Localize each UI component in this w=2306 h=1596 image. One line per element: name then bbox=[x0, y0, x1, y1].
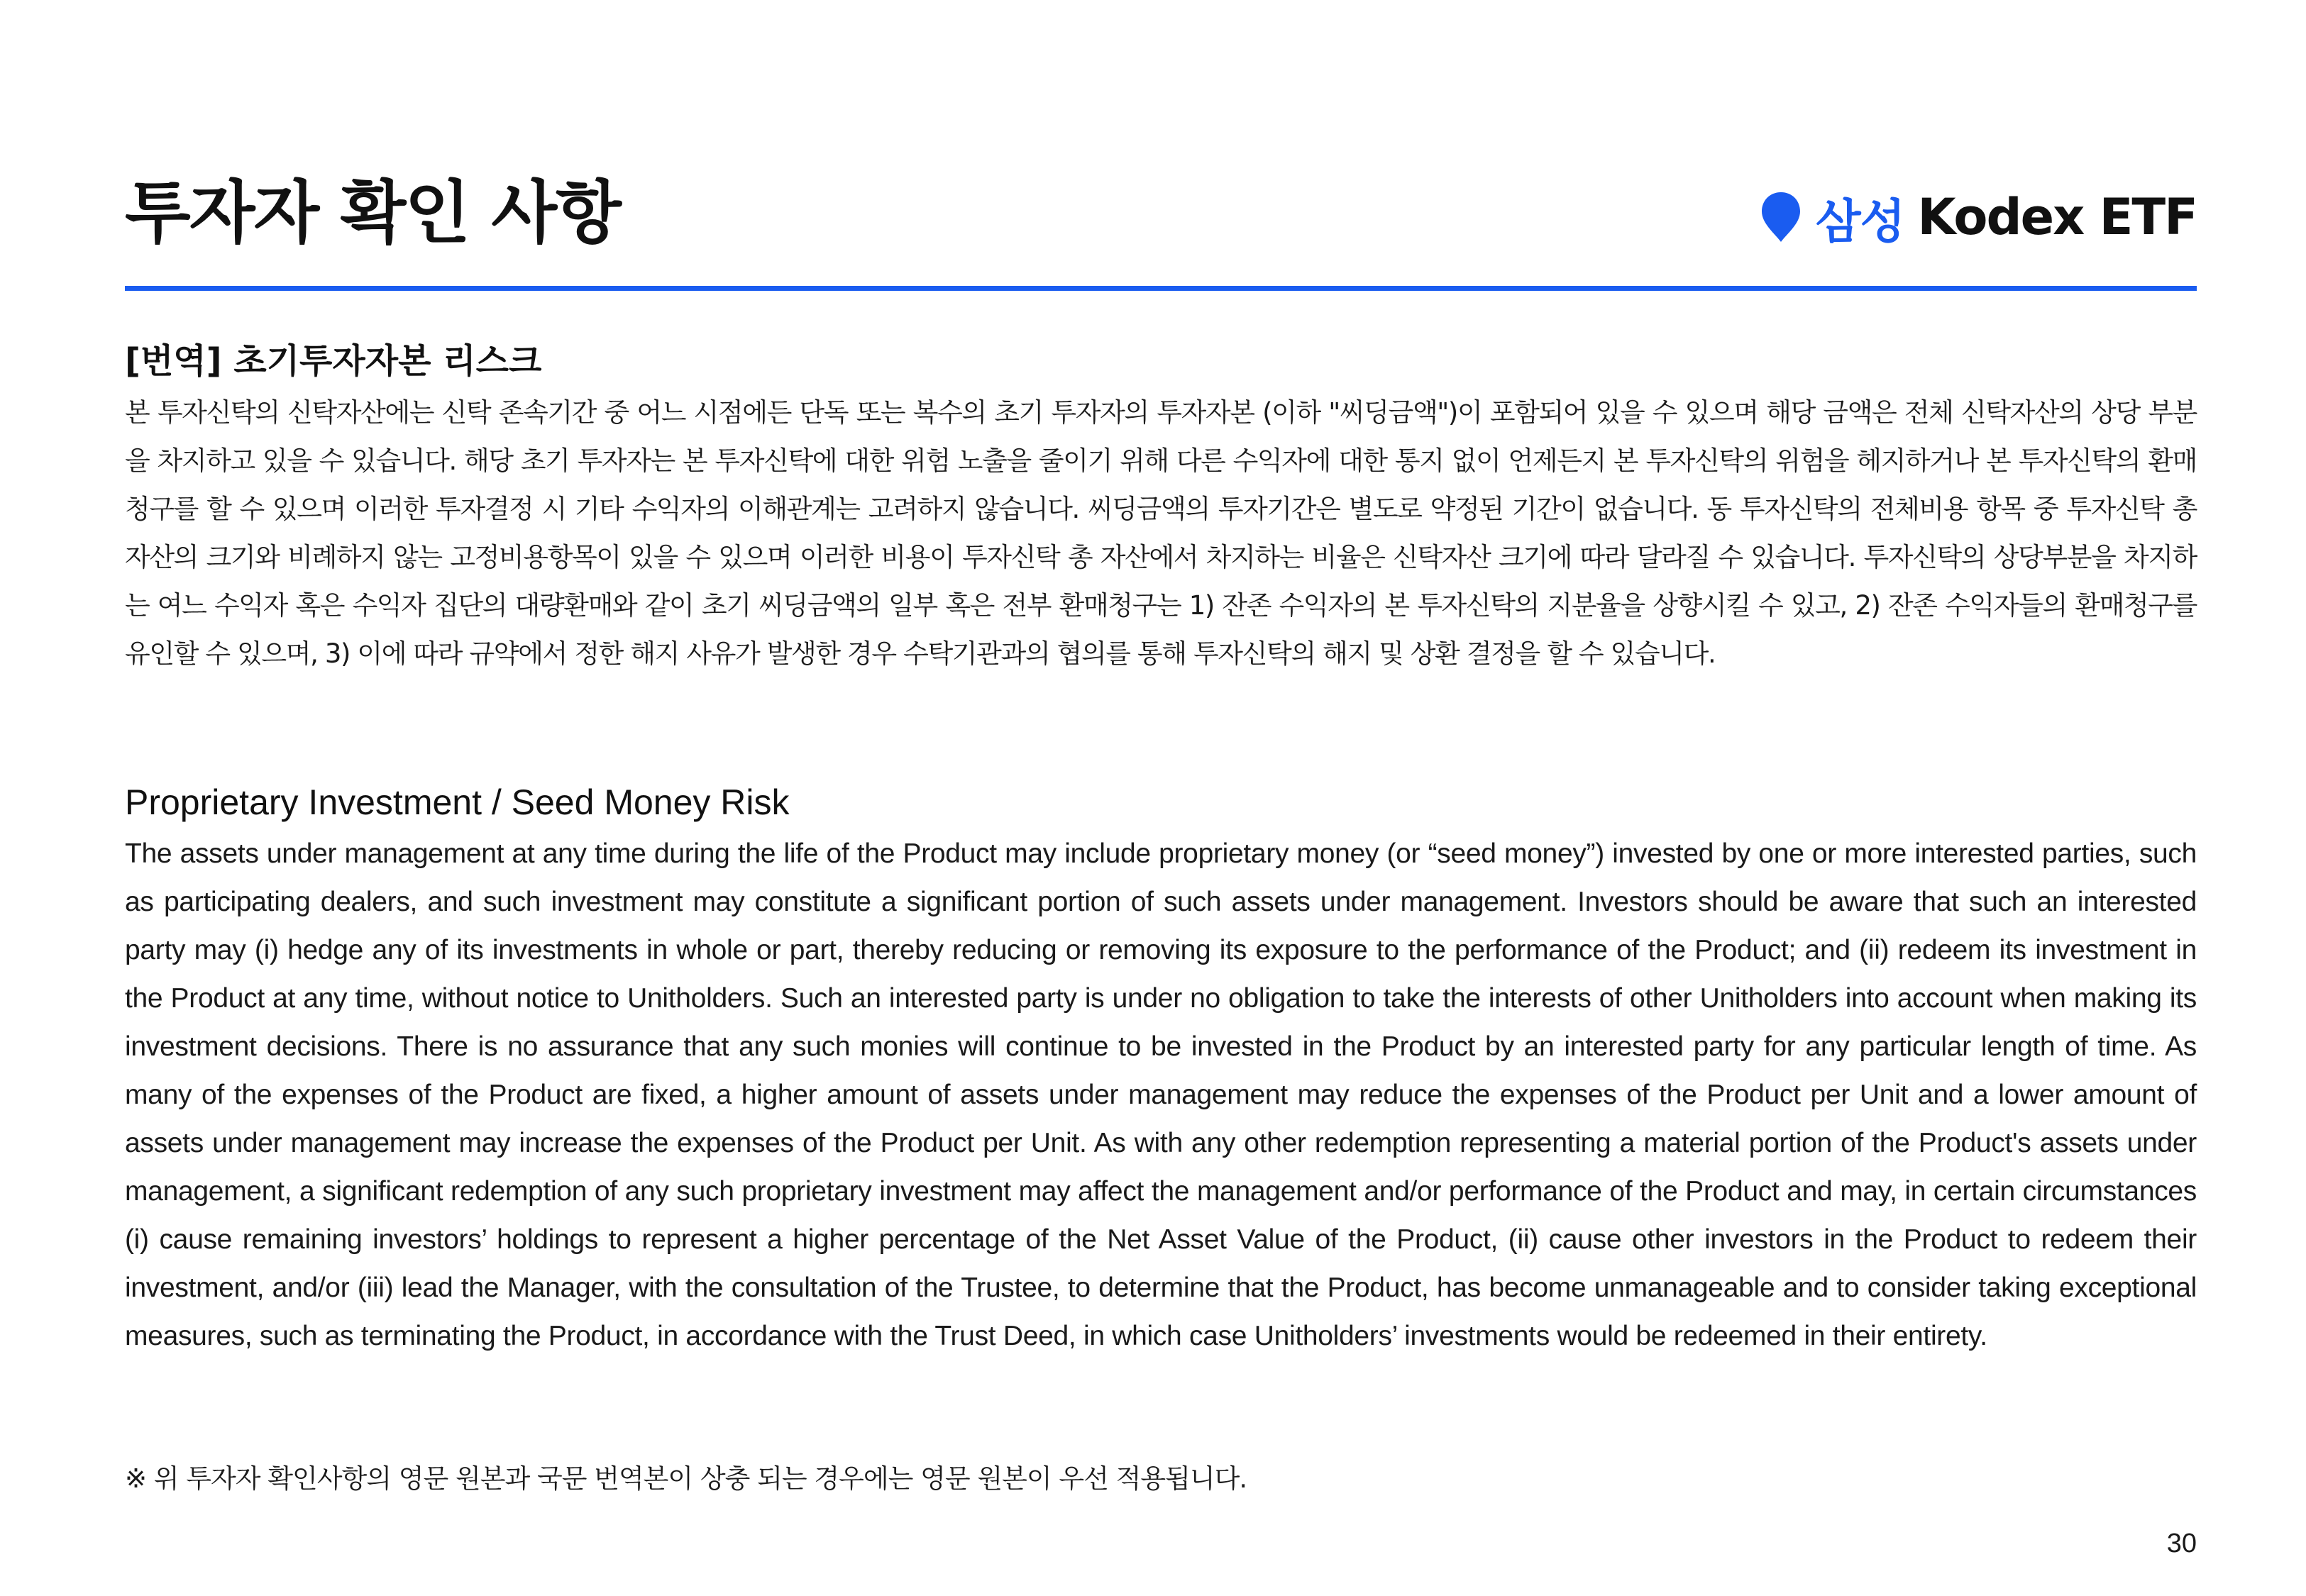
english-section bbox=[125, 780, 2197, 1361]
english-section-heading: Proprietary Investment / Seed Money Risk bbox=[125, 782, 790, 822]
korean-section-body: 본 투자신탁의 신탁자산에는 신탁 존속기간 중 어느 시점에든 단독 또는 복수의 초기 투자자의 투자자본 (이하 "씨딩금액")이 포함되어 있을 수 있으며 해당 금액은 전체 신탁자산의 상당 부분을 차지하고 있을 수 있습니다. 해당 초기 투자자는 본 투자신탁에 대한 위험 노출을 줄이기 위해 다른 수익자에 대한 통지 없이 언제든지 본 투자신탁의 위험을 헤지하거나 본 투자신탁의 환매청구를 할 수 있으며 이러한 투자결정 시 기타 수익자의 이해관계는 고려하지 않습니다. 씨딩금액의 투자기간은 별도로 약정된 기간이 없습니다. 동 투자신탁의 전체비용 항목 중 투자신탁 총 자산의 크기와 비례하지 않는 고정비용항목이 있을 수 있으며 이러한 비용이 투자신탁 총 자산에서 차지하는 비율은 신탁자산 크기에 따라 달라질 수 있습니다. 투자신탁의 상당부분을 차지하는 여느 수익자 혹은 수익자 집단의 대량환매와 같이 초기 씨딩금액의 일부 혹은 전부 환매청구는 1) 잔존 수익자의 본 투자신탁의 지분율을 상향시킬 수 있고, 2) 잔존 수익자들의 환매청구를 유인할 수 있으며, 3) 이에 따라 규약에서 정한 해지 사유가 발생한 경우 수탁기관과의 협의를 통해 투자신탁의 해지 및 상환 결정을 할 수 있습니다. bbox=[125, 397, 2197, 669]
korean-section bbox=[125, 339, 2197, 678]
brand-logo bbox=[1760, 188, 2197, 249]
english-section-body: The assets under management at any time during the life of the Product may include proprietary money (or “seed money”) invested by one or more interested parties, such as participating dealers, and such investment may constitute a significant portion of such assets under management. Investors should be aware that such an interested party may (i) hedge any of its investments in whole or part, thereby reducing or removing its exposure to the performance of the Product; and (ii) redeem its investment in the Product at any time, without notice to Unitholders. Such an interested party is under no obligation to take the interests of other Unitholders into account when making its investment decisions. There is no assurance that any such monies will continue to be invested in the Product by an interested party for any particular length of time. As many of the expenses of the Product are fixed, a higher amount of assets under management may reduce the expenses of the Product per Unit and a lower amount of assets under management may increase the expenses of the Product per Unit. As with any other redemption representing a material portion of the Product's assets under management, a significant redemption of any such proprietary investment may affect the management and/or performance of the Product and may, in certain circumstances (i) cause remaining investors’ holdings to represent a higher percentage of the Net Asset Value of the Product, (ii) cause other investors in the Product to redeem their investment, and/or (iii) lead the Manager, with the consultation of the Trustee, to determine that the Product, has become unmanageable and to consider taking exceptional measures, such as terminating the Product, in accordance with the Trust Deed, in which case Unitholders’ investments would be redeemed in their entirety. bbox=[125, 838, 2197, 1351]
logo-kodex-text: Kodex ETF bbox=[1917, 188, 2197, 246]
page-number: 30 bbox=[2166, 1529, 2197, 1558]
page-title: 투자자 확인 사항 bbox=[125, 173, 620, 253]
header-divider bbox=[125, 286, 2197, 291]
precedence-note: ※ 위 투자자 확인사항의 영문 원본과 국문 번역본이 상충 되는 경우에는 영문 원본이 우선 적용됩니다. bbox=[125, 1463, 1247, 1494]
location-pin-icon bbox=[1760, 191, 1802, 243]
logo-samsung-text: 삼성 bbox=[1815, 194, 1905, 249]
page-header bbox=[125, 163, 2197, 262]
korean-section-heading: [번역] 초기투자자본 리스크 bbox=[125, 341, 542, 381]
